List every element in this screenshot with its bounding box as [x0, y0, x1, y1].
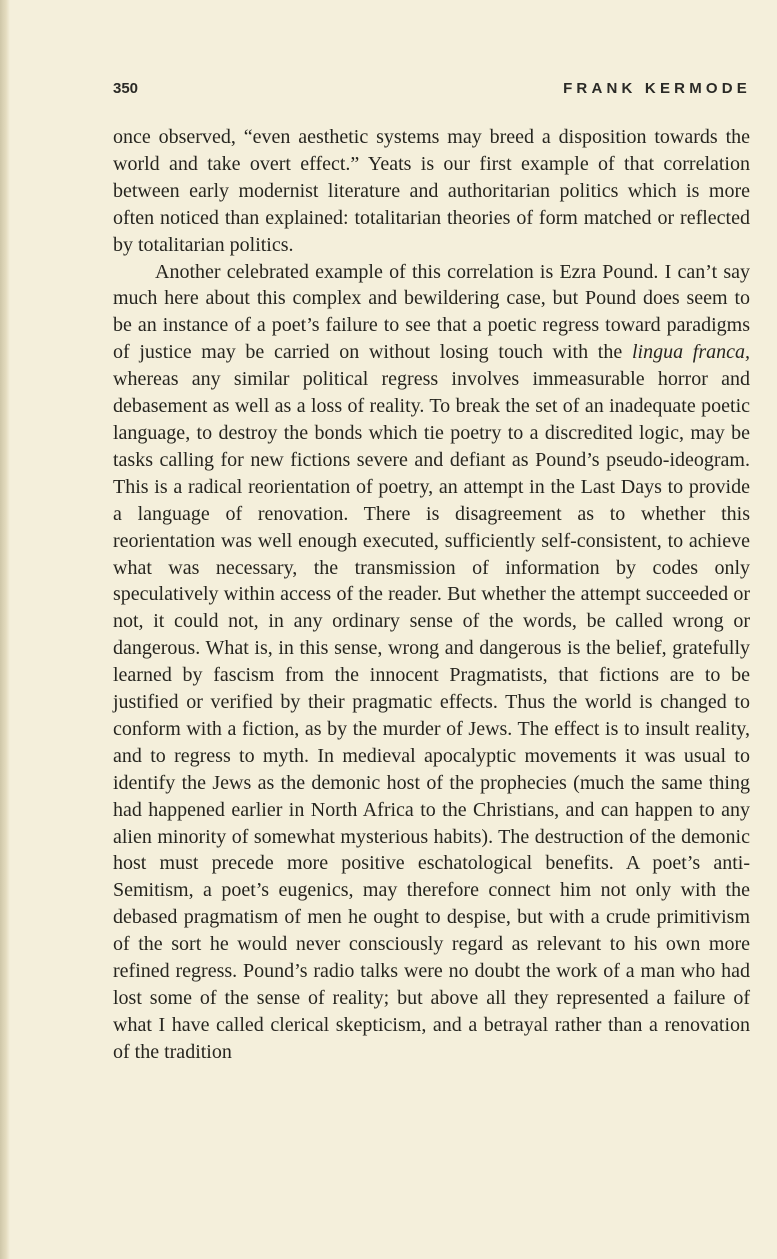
paragraph: [113, 124, 750, 259]
italic-term: lingua franca,: [631, 341, 750, 364]
body-text: [113, 124, 750, 1066]
page-header: [113, 80, 751, 102]
running-head-author: FRANK KERMODE: [563, 80, 751, 97]
page-number: 350: [113, 80, 139, 97]
text-segment: once observed, “even aesthetic systems may breed a disposition towards the world and take overt effect.” Yeats is our first example of that correlation between early modernist literature and authoritarian politics which is more often noticed than explained: totalitarian theories of form matched or reflected by totalitarian politics.: [113, 126, 750, 256]
text-segment: whereas any similar political regress involves immeasurable horror and debasement as well as a loss of reality. To break the set of an inadequate poetic language, to destroy the bonds which tie poetry to a discredited logic, may be tasks calling for new fictions severe and defiant as Pound’s pseudo-ideogram. This is a radical reorientation of poetry, an attempt in the Last Days to provide a language of renovation. There is disagreement as to whether this reorientation was well enough executed, sufficiently self-consistent, to achieve what was necessary, the transmission of information by codes only speculatively within access of the reader. But whether the attempt succeeded or not, it could not, in any ordinary sense of the words, be called wrong or dangerous. What is, in this sense, wrong and dangerous is the belief, gratefully learned by fascism from the innocent Pragmatists, that fictions are to be justified or verified by their pragmatic effects. Thus the world is changed to conform with a fiction, as by the murder of Jews. The effect is to insult reality, and to regress to myth. In medieval apocalyptic movements it was usual to identify the Jews as the demonic host of the prophecies (much the same thing had happened earlier in North Africa to the Christians, and can happen to any alien minority of somewhat mysterious habits). The destruction of the demonic host must precede more positive eschatological benefits. A poet’s anti-Semitism, a poet’s eugenics, may therefore connect him not only with the debased pragmatism of men he ought to despise, but with a crude primitivism of the sort he would never consciously regard as relevant to his own more refined regress. Pound’s radio talks were no doubt the work of a man who had lost some of the sense of reality; but above all they represented a failure of what I have called clerical skepticism, and a betrayal rather than a renovation of the tradition: [113, 368, 750, 1063]
text-segment: Another celebrated example of this correlation is Ezra Pound. I can’t say much here about this complex and bewildering case, but Pound does seem to be an instance of a poet’s failure to see that a poetic regress toward paradigms of justice may be carried on without losing touch with the: [113, 260, 750, 364]
paragraph: [113, 259, 750, 1066]
